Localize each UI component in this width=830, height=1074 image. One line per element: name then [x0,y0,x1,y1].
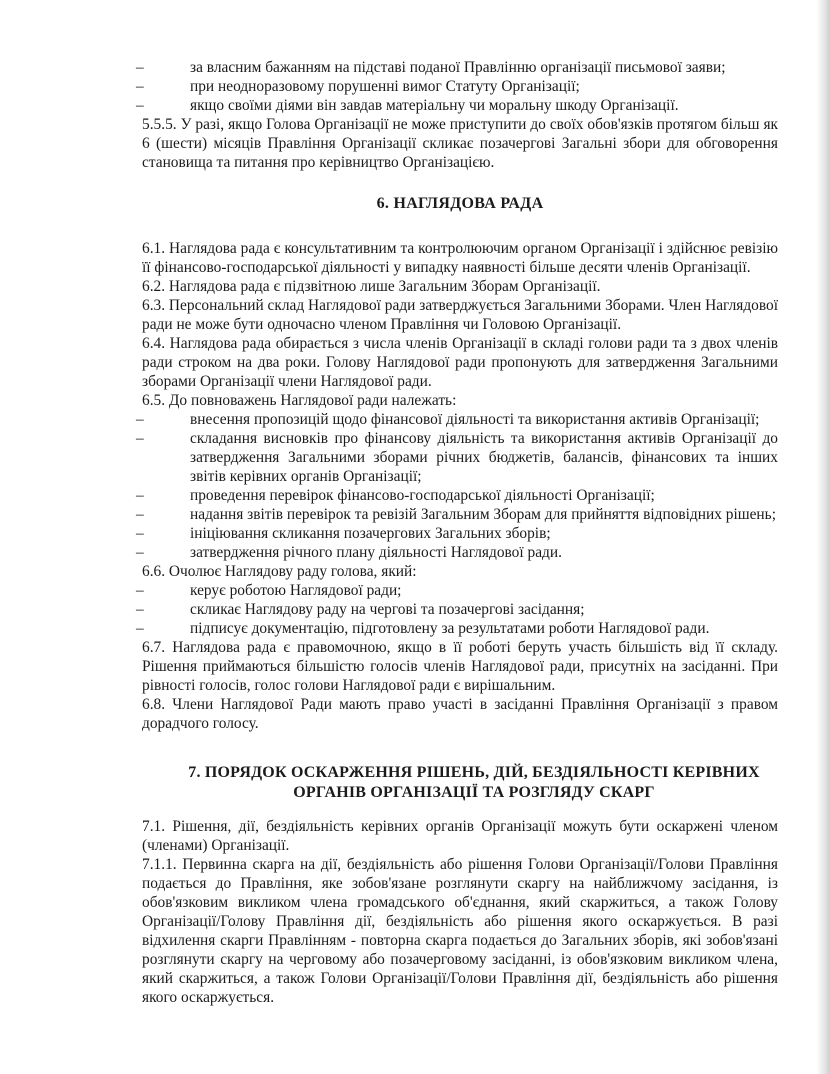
paragraph-5-5-5: 5.5.5. У разі, якщо Голова Організації не може приступити до своїх обов'язків протягом більш як 6 (шести) місяців Правління Організації скликає позачергові Загальні збори для обговорення становища та питання про керівництво Організацією. [142,116,778,171]
list-item-text: за власним бажанням на підставі поданої Правлінню організації письмової заяви; [190,59,726,76]
list-item [136,96,778,115]
paragraph-6-2: 6.2. Наглядова рада є підзвітною лише Загальним Зборам Організації. [142,278,601,295]
list-item-text: складання висновків про фінансову діяльність та використання активів Організації до затвердження Загальними зборами річних бюджетів, балансів, фінансових та інших звітів керівних органів Організації; [190,430,778,485]
list-item-text: ініціювання скликання позачергових Загальних зборів; [190,525,551,542]
list-item-text: надання звітів перевірок та ревізій Загальним Зборам для прийняття відповідних рішень; [190,506,776,523]
dash-marker: – [136,78,144,95]
paragraph-6-4: 6.4. Наглядова рада обирається з числа членів Організації в складі голови ради та з двох членів ради строком на два роки. Голову Наглядової ради пропонують для затвердження Загальними зборами Організації члени Наглядової ради. [142,335,778,390]
list-item-text: затвердження річного плану діяльності Наглядової ради. [190,544,562,561]
list-item-text: при неодноразовому порушенні вимог Статуту Організації; [190,78,580,95]
dash-marker: – [136,620,144,637]
list-item [136,410,778,429]
list-item-text: внесення пропозицій щодо фінансової діяльності та використання активів Організації; [190,411,760,428]
list-item [136,543,778,562]
list-item-text: проведення перевірок фінансово-господарської діяльності Організації; [190,487,655,504]
list-item [136,429,778,486]
list-item [136,77,778,96]
dash-marker: – [136,411,144,428]
list-item [136,505,778,524]
page-edge-shadow [816,0,830,1074]
paragraph-7-1: 7.1. Рішення, дії, бездіяльність керівних органів Організації можуть бути оскаржені членом (членами) Організації. [142,818,778,854]
section-7-heading [170,763,778,803]
list-item-text: керує роботою Наглядової ради; [190,582,402,599]
list-item [136,619,778,638]
document-page [136,58,778,1007]
paragraph-7-1-1: 7.1.1. Первинна скарга на дії, бездіяльність або рішення Голови Організації/Голови Правління подається до Правління, яке зобов'язане розглянути скаргу на найближчому засідання, із обов'язковим викликом члена громадського об'єднання, який скаржиться, а також Голову Організації/Голову Правління дії, бездіяльність або рішення якого оскаржується. В разі відхилення скарги Правлінням - повторна скарга подається до Загальних зборів, які зобов'язані розглянути скаргу на черговому або позачерговому засіданні, із обов'язковим викликом члена, який скаржиться, а також Голови Організації/Голови Правління дії, бездіяльність або рішення якого оскаржується. [142,856,778,1006]
dash-marker: – [136,544,144,561]
section-7-heading-line-2: ОРГАНІВ ОРГАНІЗАЦІЇ ТА РОЗГЛЯДУ СКАРГ [293,784,655,801]
dash-marker: – [136,525,144,542]
dash-marker: – [136,59,144,76]
dash-marker: – [136,601,144,618]
paragraph-6-6: 6.6. Очолює Наглядову раду голова, який: [142,563,417,580]
paragraph-6-3: 6.3. Персональний склад Наглядової ради затверджується Загальними Зборами. Член Наглядової ради не може бути одночасно членом Правління чи Головою Організації. [142,297,778,333]
dash-marker: – [136,487,144,504]
list-item [136,524,778,543]
section-6-heading: 6. НАГЛЯДОВА РАДА [376,195,544,212]
section-7-heading-line-1: 7. ПОРЯДОК ОСКАРЖЕННЯ РІШЕНЬ, ДІЙ, БЕЗДІЯЛЬНОСТІ КЕРІВНИХ [188,764,760,781]
list-item [136,581,778,600]
paragraph-6-7: 6.7. Наглядова рада є правомочною, якщо в її роботі беруть участь більшість від її складу. Рішення приймаються більшістю голосів членів Наглядової ради, присутніх на засіданні. При рівності голосів, голос голови Наглядової ради є вирішальним. [142,639,778,694]
paragraph-6-5: 6.5. До повноважень Наглядової ради належать: [142,392,457,409]
paragraph-6-1: 6.1. Наглядова рада є консультативним та контролюючим органом Організації і здійснює ревізію її фінансово-господарської діяльності у випадку наявності більше десяти членів Організації. [142,240,778,276]
list-item-text: скликає Наглядову раду на чергові та позачергові засідання; [190,601,585,618]
list-item-text: якщо своїми діями він завдав матеріальну чи моральну шкоду Організації. [190,97,679,114]
list-item [136,486,778,505]
list-item [136,600,778,619]
dash-marker: – [136,430,144,447]
list-item-text: підписує документацію, підготовлену за результатами роботи Наглядової ради. [190,620,710,637]
dash-marker: – [136,582,144,599]
list-item [136,58,778,77]
paragraph-6-8: 6.8. Члени Наглядової Ради мають право участі в засіданні Правління Організації з правом дорадчого голосу. [142,696,778,732]
dash-marker: – [136,506,144,523]
dash-marker: – [136,97,144,114]
